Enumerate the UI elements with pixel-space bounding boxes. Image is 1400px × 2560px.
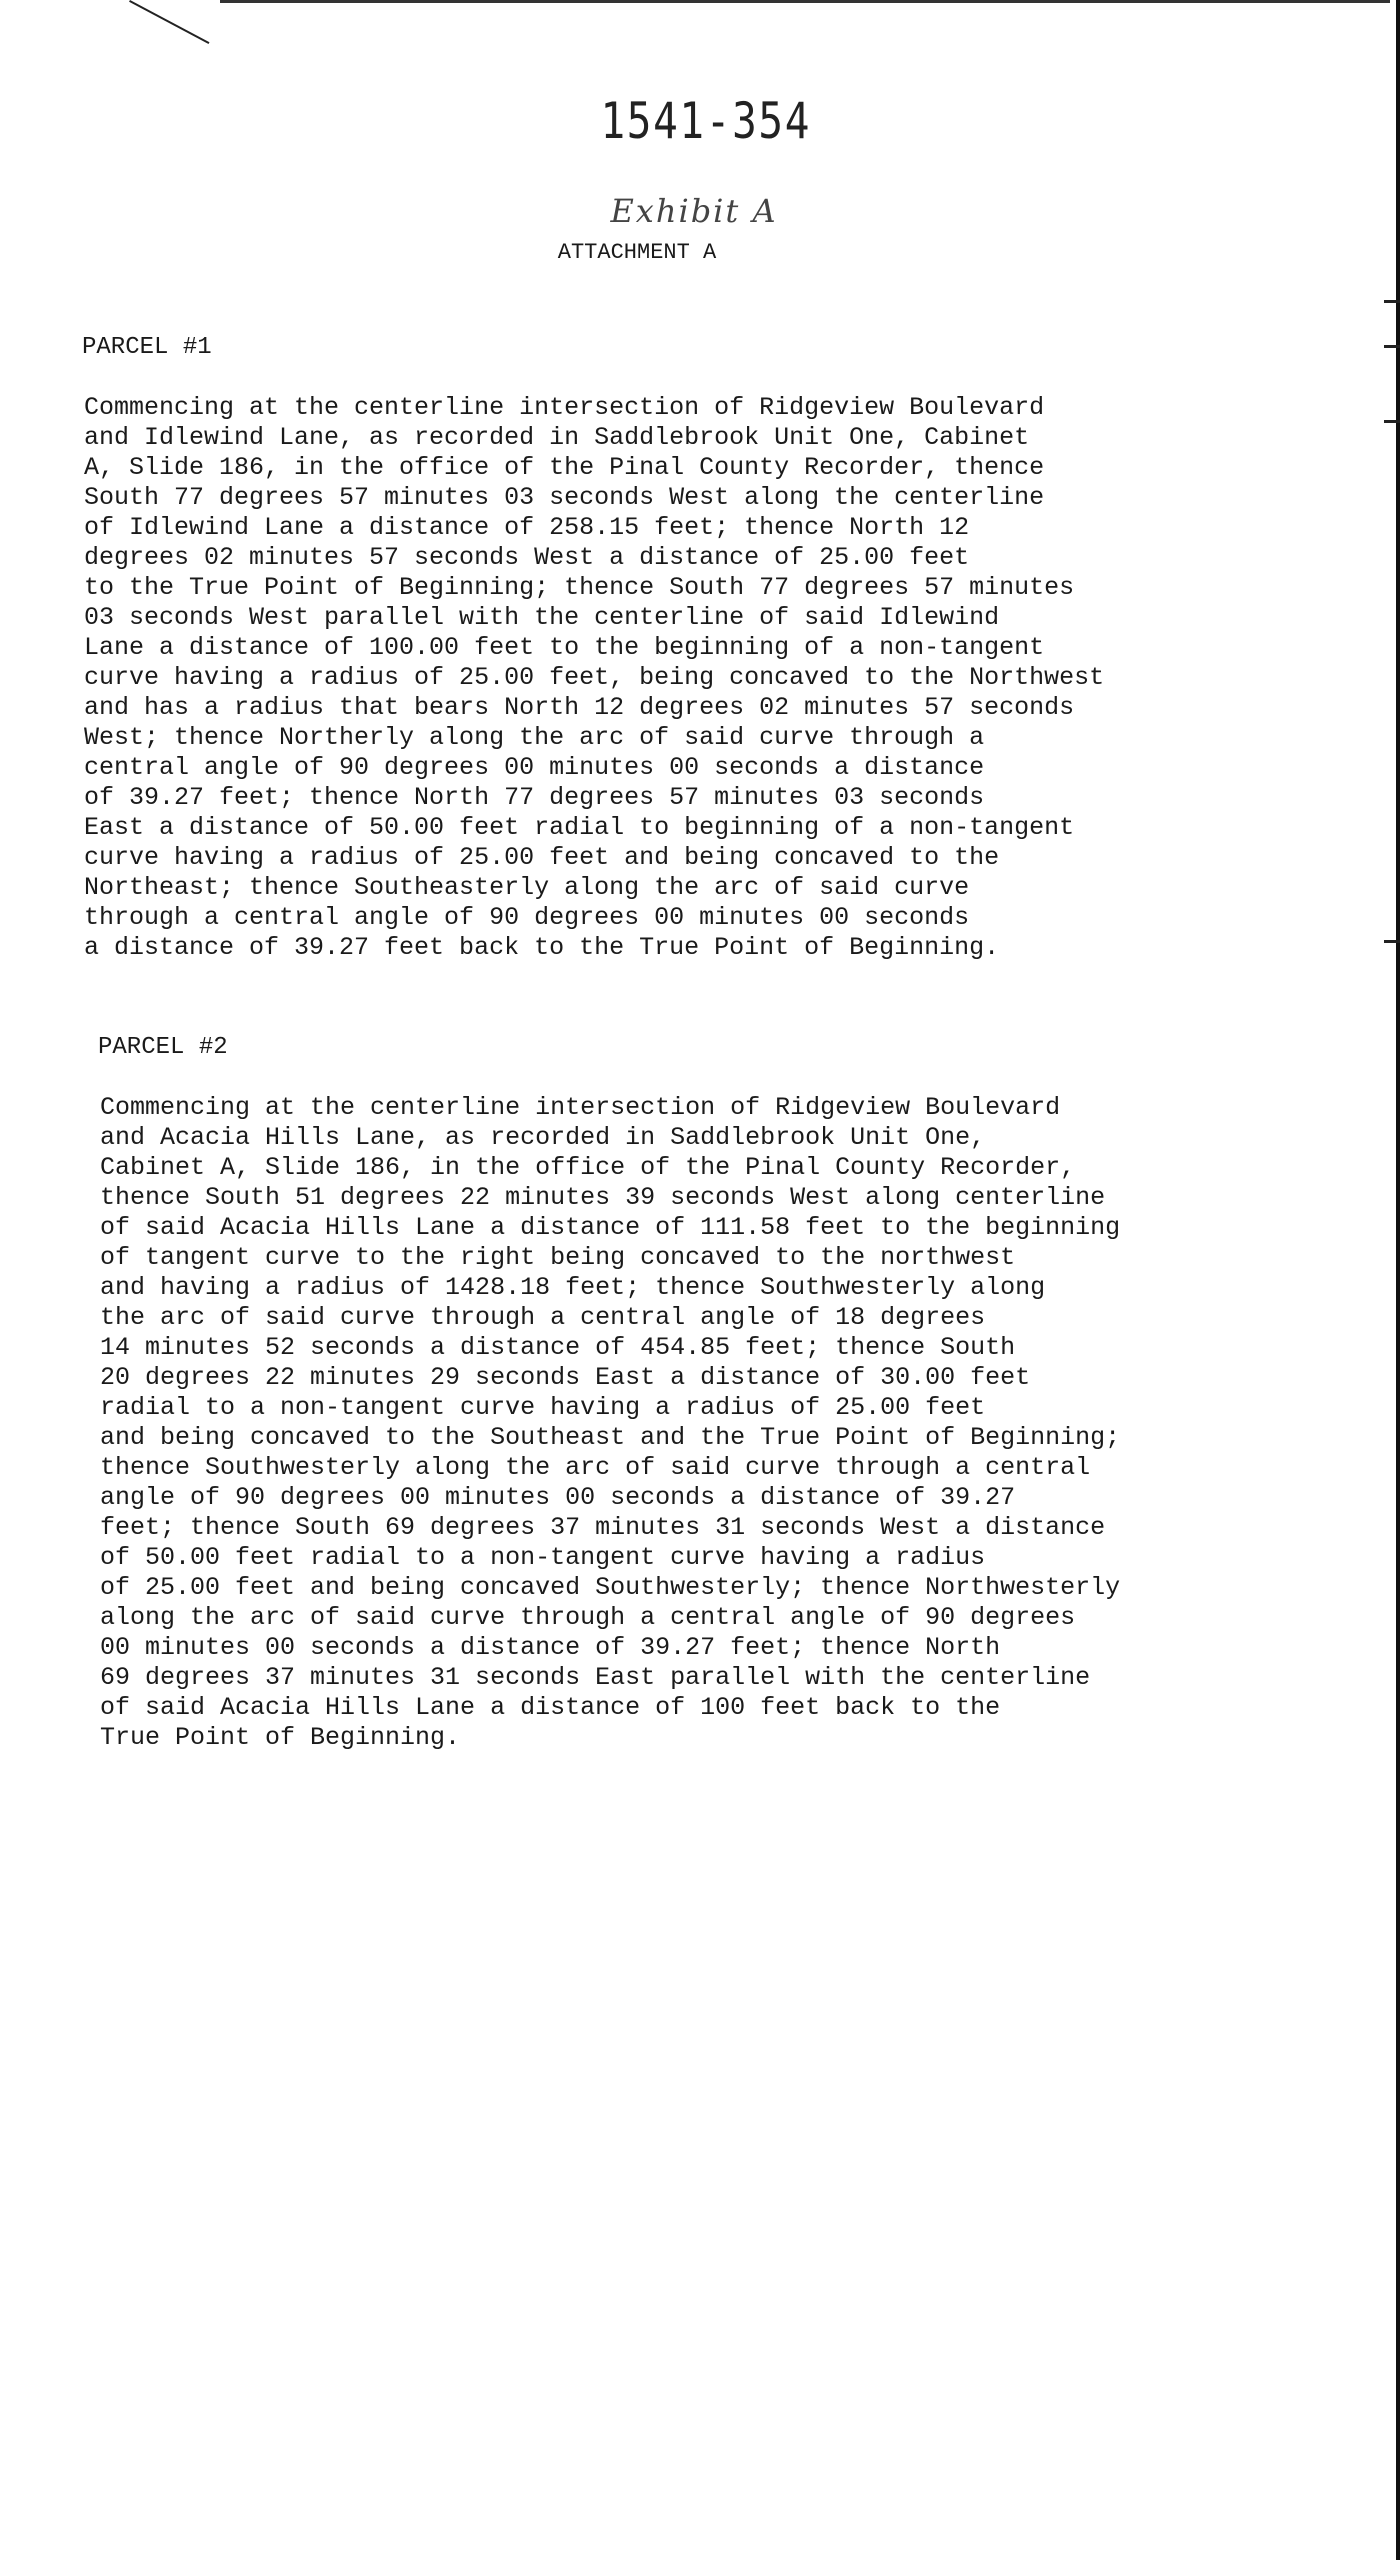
text-line: Commencing at the centerline intersection of Ridgeview Boulevard (100, 1093, 1061, 1122)
text-line: radial to a non-tangent curve having a radius of 25.00 feet (100, 1393, 986, 1422)
text-line: Commencing at the centerline intersection of Ridgeview Boulevard (84, 393, 1045, 422)
text-line: thence South 51 degrees 22 minutes 39 seconds West along centerline (100, 1183, 1106, 1212)
parcel-1-heading: PARCEL #1 (82, 334, 212, 361)
parcel-1-description (84, 393, 1104, 963)
text-line: of Idlewind Lane a distance of 258.15 feet; thence North 12 (84, 513, 970, 542)
text-line: 20 degrees 22 minutes 29 seconds East a distance of 30.00 feet (100, 1363, 1031, 1392)
text-line: angle of 90 degrees 00 minutes 00 seconds a distance of 39.27 (100, 1483, 1016, 1512)
text-line: of said Acacia Hills Lane a distance of 100 feet back to the (100, 1693, 1001, 1722)
document-number: 1541-354 (600, 92, 812, 150)
scan-artifact-right-edge (1396, 0, 1400, 2560)
scan-edge-mark (1384, 300, 1400, 303)
parcel-2-description (100, 1093, 1120, 1753)
text-line: and being concaved to the Southeast and the True Point of Beginning; (100, 1423, 1121, 1452)
text-line: of tangent curve to the right being concaved to the northwest (100, 1243, 1016, 1272)
scan-edge-mark (1384, 940, 1400, 943)
text-line: a distance of 39.27 feet back to the True Point of Beginning. (84, 933, 1000, 962)
text-line: 69 degrees 37 minutes 31 seconds East parallel with the centerline (100, 1663, 1091, 1692)
text-line: to the True Point of Beginning; thence South 77 degrees 57 minutes (84, 573, 1075, 602)
text-line: of 50.00 feet radial to a non-tangent curve having a radius (100, 1543, 986, 1572)
exhibit-label-text: Exhibit A (610, 192, 778, 230)
text-line: central angle of 90 degrees 00 minutes 00 seconds a distance (84, 753, 985, 782)
text-line: and Acacia Hills Lane, as recorded in Saddlebrook Unit One, (100, 1123, 986, 1152)
text-line: along the arc of said curve through a central angle of 90 degrees (100, 1603, 1076, 1632)
text-line: thence Southwesterly along the arc of said curve through a central (100, 1453, 1091, 1482)
scan-artifact-top-edge (220, 0, 1390, 3)
text-line: 14 minutes 52 seconds a distance of 454.85 feet; thence South (100, 1333, 1016, 1362)
attachment-title (0, 240, 1400, 265)
text-line: Lane a distance of 100.00 feet to the beginning of a non-tangent (84, 633, 1045, 662)
text-line: West; thence Northerly along the arc of said curve through a (84, 723, 985, 752)
text-line: East a distance of 50.00 feet radial to beginning of a non-tangent (84, 813, 1075, 842)
scan-edge-mark (1384, 420, 1400, 423)
text-line: and having a radius of 1428.18 feet; thence Southwesterly along (100, 1273, 1046, 1302)
text-line: of 39.27 feet; thence North 77 degrees 57 minutes 03 seconds (84, 783, 985, 812)
text-line: degrees 02 minutes 57 seconds West a distance of 25.00 feet (84, 543, 970, 572)
text-line: curve having a radius of 25.00 feet, being concaved to the Northwest (84, 663, 1105, 692)
text-line: A, Slide 186, in the office of the Pinal County Recorder, thence (84, 453, 1045, 482)
text-line: of 25.00 feet and being concaved Southwesterly; thence Northwesterly (100, 1573, 1121, 1602)
text-line: Cabinet A, Slide 186, in the office of the Pinal County Recorder, (100, 1153, 1076, 1182)
exhibit-handwritten-label (0, 192, 1400, 230)
text-line: 03 seconds West parallel with the centerline of said Idlewind (84, 603, 1000, 632)
scan-artifact-top-stroke (129, 0, 209, 44)
text-line: curve having a radius of 25.00 feet and being concaved to the (84, 843, 1000, 872)
parcel-2-heading: PARCEL #2 (98, 1034, 228, 1061)
scan-edge-mark (1384, 345, 1400, 348)
text-line: the arc of said curve through a central angle of 18 degrees (100, 1303, 986, 1332)
text-line: and has a radius that bears North 12 degrees 02 minutes 57 seconds (84, 693, 1075, 722)
text-line: and Idlewind Lane, as recorded in Saddlebrook Unit One, Cabinet (84, 423, 1030, 452)
text-line: 00 minutes 00 seconds a distance of 39.27 feet; thence North (100, 1633, 1001, 1662)
text-line: through a central angle of 90 degrees 00 minutes 00 seconds (84, 903, 970, 932)
text-line: South 77 degrees 57 minutes 03 seconds West along the centerline (84, 483, 1045, 512)
text-line: feet; thence South 69 degrees 37 minutes 31 seconds West a distance (100, 1513, 1106, 1542)
text-line: Northeast; thence Southeasterly along the arc of said curve (84, 873, 970, 902)
text-line: True Point of Beginning. (100, 1723, 461, 1752)
text-line: of said Acacia Hills Lane a distance of 111.58 feet to the beginning (100, 1213, 1121, 1242)
attachment-title-text: ATTACHMENT A (557, 240, 717, 265)
